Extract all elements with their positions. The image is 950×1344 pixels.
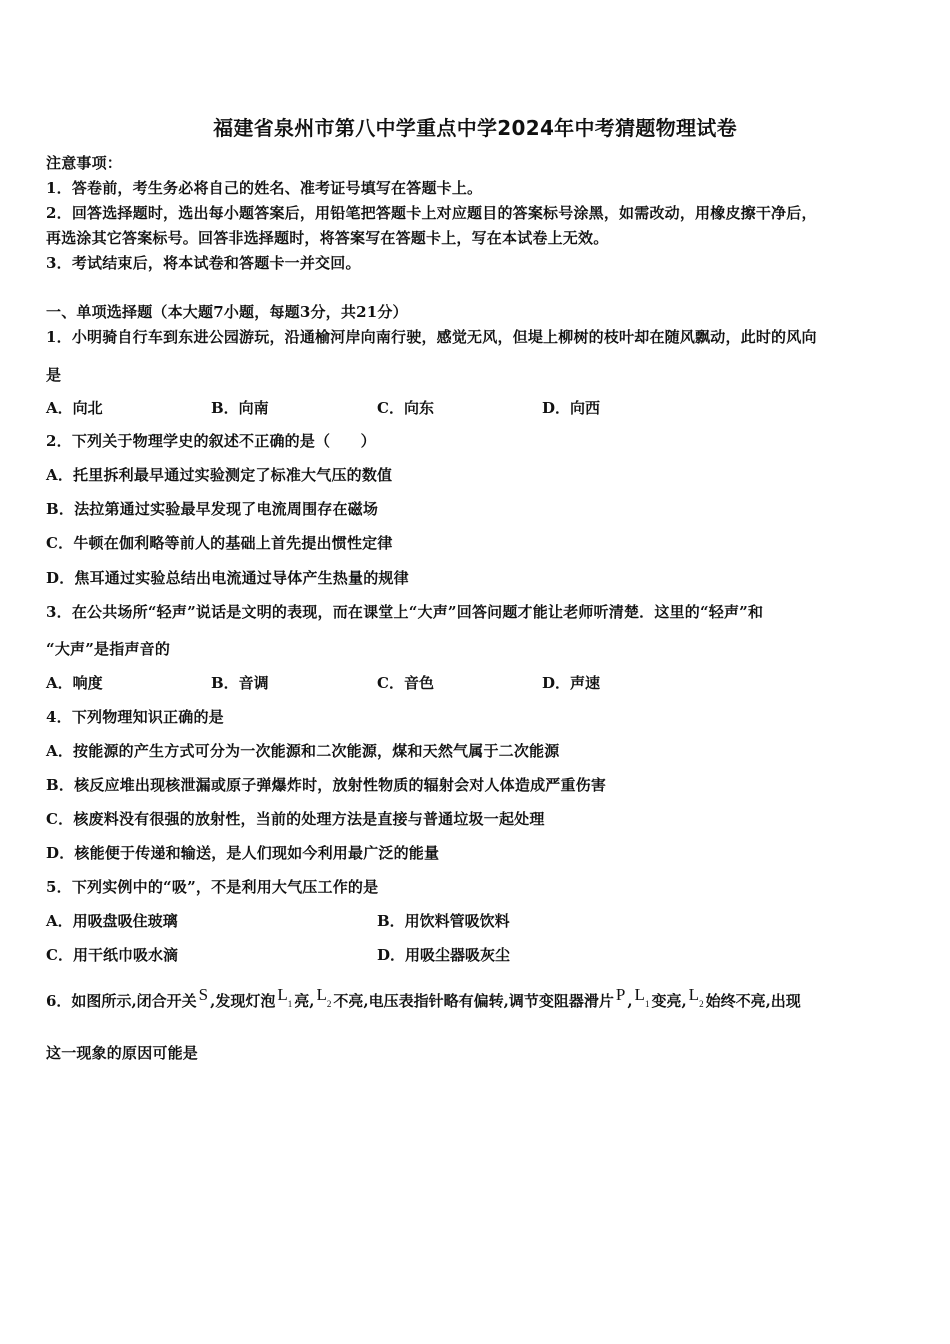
question-2-stem: 2．下列关于物理学史的叙述不正确的是（ ） — [46, 432, 376, 450]
q6-text: ,发现灯泡 — [210, 992, 276, 1010]
q6-text: 6．如图所示,闭合开关 — [46, 992, 197, 1010]
question-6-stem-cont: 这一现象的原因可能是 — [46, 1044, 199, 1062]
q2-option-a: A．托里拆利最早通过实验测定了标准大气压的数值 — [46, 466, 393, 484]
q4-option-a: A．按能源的产生方式可分为一次能源和二次能源，煤和天然气属于二次能源 — [46, 742, 560, 760]
notice-item: 再选涂其它答案标号。回答非选择题时，将答案写在答题卡上，写在本试卷上无效。 — [46, 229, 609, 247]
lamp-l1-symbol: $L_1$ — [277, 985, 293, 1010]
q5-option-b: B．用饮料管吸饮料 — [377, 912, 510, 930]
q4-option-c: C．核废料没有很强的放射性，当前的处理方法是直接与普通垃圾一起处理 — [46, 810, 545, 828]
notice-heading: 注意事项： — [46, 154, 123, 172]
q4-option-d: D．核能便于传递和输送，是人们现如今利用最广泛的能量 — [46, 844, 440, 862]
q6-text: , — [627, 992, 633, 1010]
q6-text: 亮, — [294, 992, 315, 1010]
q2-option-c: C．牛顿在伽利略等前人的基础上首先提出惯性定律 — [46, 534, 393, 552]
lamp-l2-symbol: $L_2$ — [316, 985, 332, 1010]
notice-item: 1．答卷前，考生务必将自己的姓名、准考证号填写在答题卡上。 — [46, 179, 483, 197]
q6-text: 变亮, — [651, 992, 687, 1010]
page-title: 福建省泉州市第八中学重点中学2024年中考猜题物理试卷 — [213, 116, 737, 140]
q1-option-b: B．向南 — [211, 399, 269, 417]
question-3-stem-cont: “大声”是指声音的 — [46, 640, 171, 658]
q6-text: 不亮,电压表指针略有偏转,调节变阻器滑片 — [333, 992, 614, 1010]
q3-option-a: A．响度 — [46, 674, 103, 692]
q5-option-a: A．用吸盘吸住玻璃 — [46, 912, 178, 930]
q5-option-d: D．用吸尘器吸灰尘 — [377, 946, 511, 964]
q1-option-d: D．向西 — [542, 399, 601, 417]
switch-symbol: S — [198, 985, 209, 1004]
q5-option-c: C．用干纸巾吸水滴 — [46, 946, 178, 964]
q4-option-b: B．核反应堆出现核泄漏或原子弹爆炸时，放射性物质的辐射会对人体造成严重伤害 — [46, 776, 607, 794]
slider-p-symbol: P — [615, 985, 626, 1004]
q3-option-c: C．音色 — [377, 674, 434, 692]
question-1-stem-cont: 是 — [46, 366, 62, 384]
q1-option-c: C．向东 — [377, 399, 434, 417]
q2-option-d: D．焦耳通过实验总结出电流通过导体产生热量的规律 — [46, 569, 409, 587]
lamp-l2-symbol: $L_2$ — [688, 985, 704, 1010]
q3-option-d: D．声速 — [542, 674, 601, 692]
q2-option-b: B．法拉第通过实验最早发现了电流周围存在磁场 — [46, 500, 379, 518]
question-3-stem: 3．在公共场所“轻声”说话是文明的表现，而在课堂上“大声”回答问题才能让老师听清楚．这里的“轻声”和 — [46, 603, 764, 621]
q6-text: 始终不亮,出现 — [705, 992, 801, 1010]
question-4-stem: 4．下列物理知识正确的是 — [46, 708, 224, 726]
question-5-stem: 5．下列实例中的“吸”，不是利用大气压工作的是 — [46, 878, 379, 896]
section-heading: 一、单项选择题（本大题7小题，每题3分，共21分） — [46, 303, 408, 321]
q3-option-b: B．音调 — [211, 674, 269, 692]
question-1-stem: 1．小明骑自行车到东进公园游玩，沿通榆河岸向南行驶，感觉无风，但堤上柳树的枝叶却在随风飘动，此时的风向 — [46, 328, 817, 346]
q1-option-a: A．向北 — [46, 399, 103, 417]
notice-item: 2．回答选择题时，选出每小题答案后，用铅笔把答题卡上对应题目的答案标号涂黑，如需改动，用橡皮擦干净后， — [46, 204, 817, 222]
lamp-l1-symbol: $L_1$ — [634, 985, 650, 1010]
notice-item: 3．考试结束后，将本试卷和答题卡一并交回。 — [46, 254, 361, 272]
question-6-stem — [46, 985, 801, 1012]
